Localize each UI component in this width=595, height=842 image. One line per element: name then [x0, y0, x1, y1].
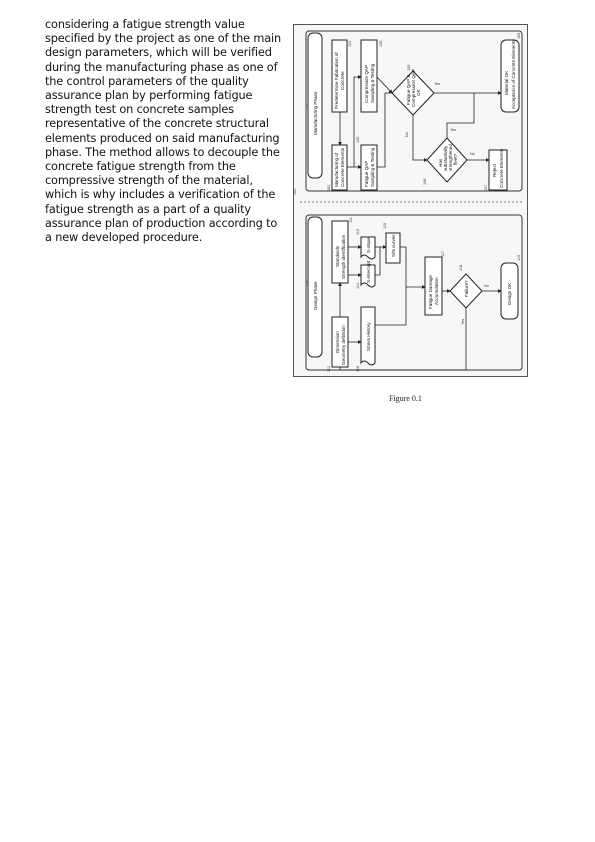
material-ok-label-1: Material OK [504, 70, 509, 95]
fatigue-qap-label-2: Sampling & Testing [370, 147, 375, 187]
compression-qap-label-1: Compression QAP [364, 64, 369, 103]
material-ok-label-2: Acceptance of Concrete Elements [511, 39, 516, 109]
reject-label-2: Concrete Elements [499, 148, 504, 188]
dimension-label-2: Geometry definition [341, 325, 346, 365]
standards-label-1: Standards [335, 246, 340, 267]
figure-caption: Figure 0.1 [389, 394, 422, 403]
material-ok-ref: 109 [517, 32, 521, 39]
dimension-label-1: Dimension [335, 331, 340, 353]
failure-decision-label: Failure? [464, 280, 469, 297]
strengthened-decision-label-1: Has [438, 158, 443, 167]
body-paragraph: considering a fatigue strength value specified by the project as one of the main design parameters, which will be verified during the manufacturing phase as one of the control parameters of the quality assurance plan by performing fatigue strength test on concrete samples representative of the concrete structural elements produced on said manufacturing phase. The method allows to decouple the concrete fatigue strength from the compressive strength of the material, which is why includes a verification of the fatigue strength as a part of a quality assurance plan of production according to a new developed procedure. [45, 18, 281, 245]
reject-ref: 107 [484, 184, 488, 191]
qap-ok-decision-label-1: Fatigue QAP & [406, 74, 411, 105]
fatigue-qap-label-1: Fatigue QAP [364, 160, 369, 187]
qap-ok-decision-label-2: Compression QAP [411, 68, 416, 107]
flowchart-canvas [294, 25, 529, 378]
manufacturing-phase-ref: 122 [305, 103, 309, 110]
fatigue-damage-label-2: Accumulation [434, 277, 439, 305]
sn-curves-label: S/N curves [391, 234, 396, 257]
manufacturing-elements-label-2: Concrete Elements [340, 147, 345, 187]
design-ok-label: Design OK [507, 282, 512, 305]
s-slope-label: S-slope [366, 237, 371, 253]
standards-ref: 111 [349, 217, 353, 223]
manufacturing-elements-label-1: Manufacturing of [334, 152, 339, 187]
strengthened-decision-label-2: substantially [443, 145, 448, 171]
qap-ok-no: No [405, 132, 409, 137]
standards-label-2: Strength identification [341, 234, 346, 279]
fatigue-damage-ref: 117 [441, 250, 445, 257]
stress-history-ref: 116 [356, 365, 360, 372]
manufacturing-phase-label: Manufacturing Phase [313, 91, 318, 135]
s-intercept-label: S-intercept [366, 260, 371, 283]
manufacturing-elements-ref: 102 [327, 184, 331, 191]
dimension-ref: 112 [327, 365, 331, 372]
s-slope-ref: 113 [356, 228, 360, 235]
compression-qap-ref: 126 [379, 40, 383, 47]
failure-yes: Yes [461, 318, 465, 325]
predetermine-fabrication-label-2: Concrete [340, 71, 345, 90]
fatigue-damage-label-1: Fatigue Damage [428, 275, 433, 309]
fatigue-qap-ref: 125 [356, 136, 360, 143]
qap-ok-yes: Yes [434, 82, 441, 86]
figure-flowchart [293, 24, 528, 377]
qap-ok-decision-ref: 105 [407, 64, 411, 71]
strengthened-decision-label-4: fleet? [453, 153, 458, 165]
strengthened-yes: Yes [450, 128, 457, 132]
failure-decision-ref: 118 [459, 264, 463, 271]
separator-ref: 100 [293, 188, 297, 195]
stress-history-label: Stress History [366, 322, 371, 351]
design-ok-ref: 119 [517, 254, 521, 261]
predetermine-fabrication-label-1: Predetermine Fabrication of [334, 52, 339, 109]
strengthened-decision-ref: 108 [423, 178, 427, 185]
failure-no: No [484, 284, 489, 288]
compression-qap-label-2: Sampling & Testing [370, 63, 375, 103]
predetermine-fabrication-ref: 124 [348, 40, 352, 47]
strengthened-no: No [470, 152, 475, 156]
s-intercept-ref: 114 [356, 282, 360, 289]
sn-curves-ref: 115 [383, 222, 387, 229]
qap-ok-decision-label-3: OK [416, 89, 421, 96]
reject-label-1: Reject [492, 163, 497, 177]
strengthened-decision-label-3: strengthened [448, 144, 453, 171]
design-phase-label: Design Phase [313, 281, 318, 310]
design-phase-ref: 110 [305, 280, 309, 287]
